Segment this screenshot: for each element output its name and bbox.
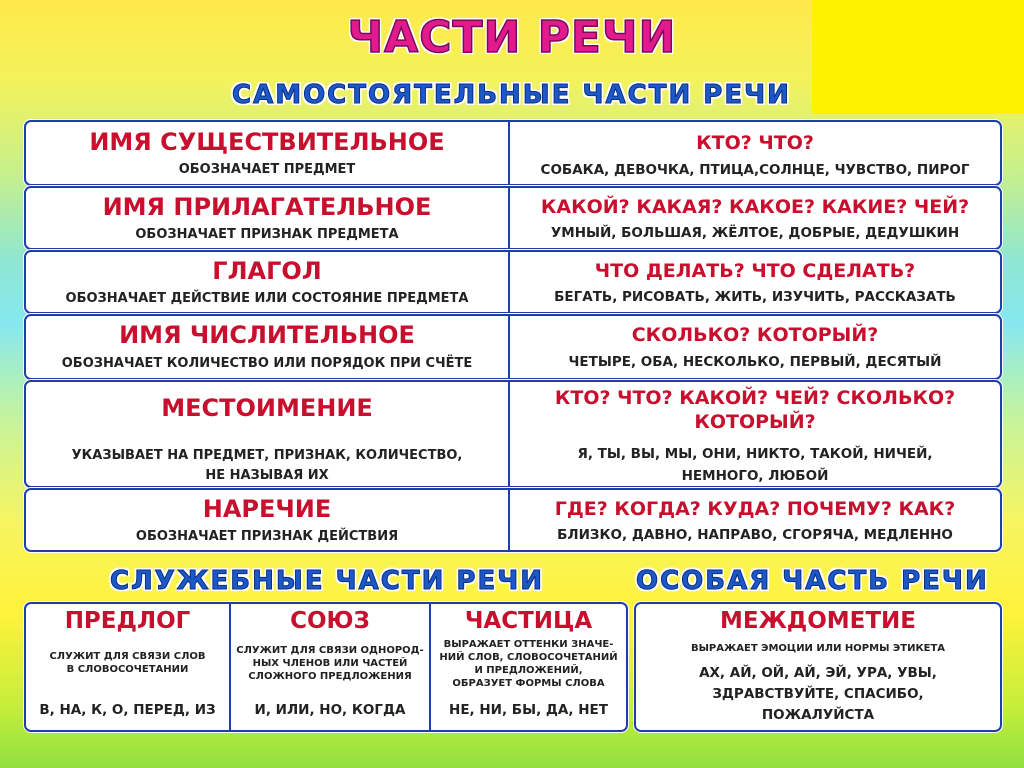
row-noun <box>24 120 1002 186</box>
service-desc-line: НЫХ ЧЛЕНОВ ИЛИ ЧАСТЕЙ <box>252 658 408 669</box>
row-name: ИМЯ ЧИСЛИТЕЛЬНОЕ <box>119 321 415 349</box>
row-questions: ЧТО ДЕЛАТЬ? ЧТО СДЕЛАТЬ? <box>594 260 916 282</box>
row-questions-line: КОТОРЫЙ? <box>694 411 816 433</box>
special-examples-line: АХ, АЙ, ОЙ, АЙ, ЭЙ, УРА, УВЫ, <box>699 665 937 681</box>
row-examples-line: Я, ТЫ, ВЫ, МЫ, ОНИ, НИКТО, ТАКОЙ, НИЧЕЙ, <box>577 446 933 462</box>
row-name: ИМЯ ПРИЛАГАТЕЛЬНОЕ <box>102 193 432 221</box>
row-name: ИМЯ СУЩЕСТВИТЕЛЬНОЕ <box>89 128 445 156</box>
special-desc: ВЫРАЖАЕТ ЭМОЦИИ ИЛИ НОРМЫ ЭТИКЕТА <box>690 643 946 654</box>
row-desc: ОБОЗНАЧАЕТ КОЛИЧЕСТВО ИЛИ ПОРЯДОК ПРИ СЧЁТЕ <box>61 356 473 371</box>
row-examples: УМНЫЙ, БОЛЬШАЯ, ЖЁЛТОЕ, ДОБРЫЕ, ДЕДУШКИН <box>550 225 960 241</box>
service-desc-line: ОБРАЗУЕТ ФОРМЫ СЛОВА <box>452 678 605 689</box>
service-desc-line: ВЫРАЖАЕТ ОТТЕНКИ ЗНАЧЕ- <box>443 639 614 650</box>
row-desc-line: НЕ НАЗЫВАЯ ИХ <box>205 468 329 483</box>
row-examples: ЧЕТЫРЕ, ОБА, НЕСКОЛЬКО, ПЕРВЫЙ, ДЕСЯТЫЙ <box>568 354 942 370</box>
row-examples-line: НЕМНОГО, ЛЮБОЙ <box>681 468 829 484</box>
service-parts-box <box>24 602 628 732</box>
service-section-title: СЛУЖЕБНЫЕ ЧАСТИ РЕЧИ <box>110 566 544 596</box>
row-questions: КАКОЙ? КАКАЯ? КАКОЕ? КАКИЕ? ЧЕЙ? <box>540 196 970 218</box>
service-desc-line: СЛУЖИТ ДЛЯ СВЯЗИ СЛОВ <box>49 651 206 662</box>
service-name: ПРЕДЛОГ <box>64 608 191 634</box>
special-name: МЕЖДОМЕТИЕ <box>719 608 917 634</box>
row-desc-line: УКАЗЫВАЕТ НА ПРЕДМЕТ, ПРИЗНАК, КОЛИЧЕСТВО, <box>71 448 463 463</box>
row-verb <box>24 250 1002 314</box>
independent-section-title: САМОСТОЯТЕЛЬНЫЕ ЧАСТИ РЕЧИ <box>232 80 791 110</box>
row-desc: ОБОЗНАЧАЕТ ПРИЗНАК ДЕЙСТВИЯ <box>135 529 399 544</box>
service-desc-line: НИЙ СЛОВ, СЛОВОСОЧЕТАНИЙ <box>439 652 618 663</box>
service-examples: В, НА, К, О, ПЕРЕД, ИЗ <box>39 702 216 718</box>
row-questions-line: КТО? ЧТО? КАКОЙ? ЧЕЙ? СКОЛЬКО? <box>554 387 956 409</box>
service-name: ЧАСТИЦА <box>464 608 593 634</box>
service-examples: НЕ, НИ, БЫ, ДА, НЕТ <box>449 702 608 718</box>
row-adjective <box>24 186 1002 250</box>
poster-title: ЧАСТИ РЕЧИ <box>347 12 677 63</box>
special-examples-line: ЗДРАВСТВУЙТЕ, СПАСИБО, <box>712 686 924 702</box>
service-examples: И, ИЛИ, НО, КОГДА <box>254 702 406 718</box>
row-name: МЕСТОИМЕНИЕ <box>161 394 373 422</box>
row-adverb <box>24 488 1002 552</box>
special-part-box <box>634 602 1002 732</box>
service-desc-line: СЛОЖНОГО ПРЕДЛОЖЕНИЯ <box>248 671 412 682</box>
row-questions: ГДЕ? КОГДА? КУДА? ПОЧЕМУ? КАК? <box>554 498 956 520</box>
row-examples: СОБАКА, ДЕВОЧКА, ПТИЦА,СОЛНЦЕ, ЧУВСТВО, ПИРОГ <box>540 162 970 178</box>
row-questions: СКОЛЬКО? КОТОРЫЙ? <box>631 324 879 346</box>
row-name: НАРЕЧИЕ <box>202 495 332 523</box>
service-name: СОЮЗ <box>290 608 370 634</box>
row-desc: ОБОЗНАЧАЕТ ПРИЗНАК ПРЕДМЕТА <box>135 227 399 242</box>
row-examples: БЛИЗКО, ДАВНО, НАПРАВО, СГОРЯЧА, МЕДЛЕННО <box>557 527 953 543</box>
row-pronoun <box>24 380 1002 488</box>
row-questions: КТО? ЧТО? <box>696 132 814 154</box>
service-desc-line: И ПРЕДЛОЖЕНИЙ, <box>474 665 583 676</box>
row-desc: ОБОЗНАЧАЕТ ПРЕДМЕТ <box>178 162 356 177</box>
service-desc-line: В СЛОВОСОЧЕТАНИИ <box>66 664 189 675</box>
special-section-title: ОСОБАЯ ЧАСТЬ РЕЧИ <box>636 566 989 596</box>
row-examples: БЕГАТЬ, РИСОВАТЬ, ЖИТЬ, ИЗУЧИТЬ, РАССКАЗАТЬ <box>554 289 956 305</box>
special-examples-line: ПОЖАЛУЙСТА <box>761 707 875 723</box>
row-name: ГЛАГОЛ <box>212 257 322 285</box>
row-desc: ОБОЗНАЧАЕТ ДЕЙСТВИЕ ИЛИ СОСТОЯНИЕ ПРЕДМЕТА <box>65 291 469 306</box>
service-desc-line: СЛУЖИТ ДЛЯ СВЯЗИ ОДНОРОД- <box>236 645 424 656</box>
row-numeral <box>24 314 1002 380</box>
